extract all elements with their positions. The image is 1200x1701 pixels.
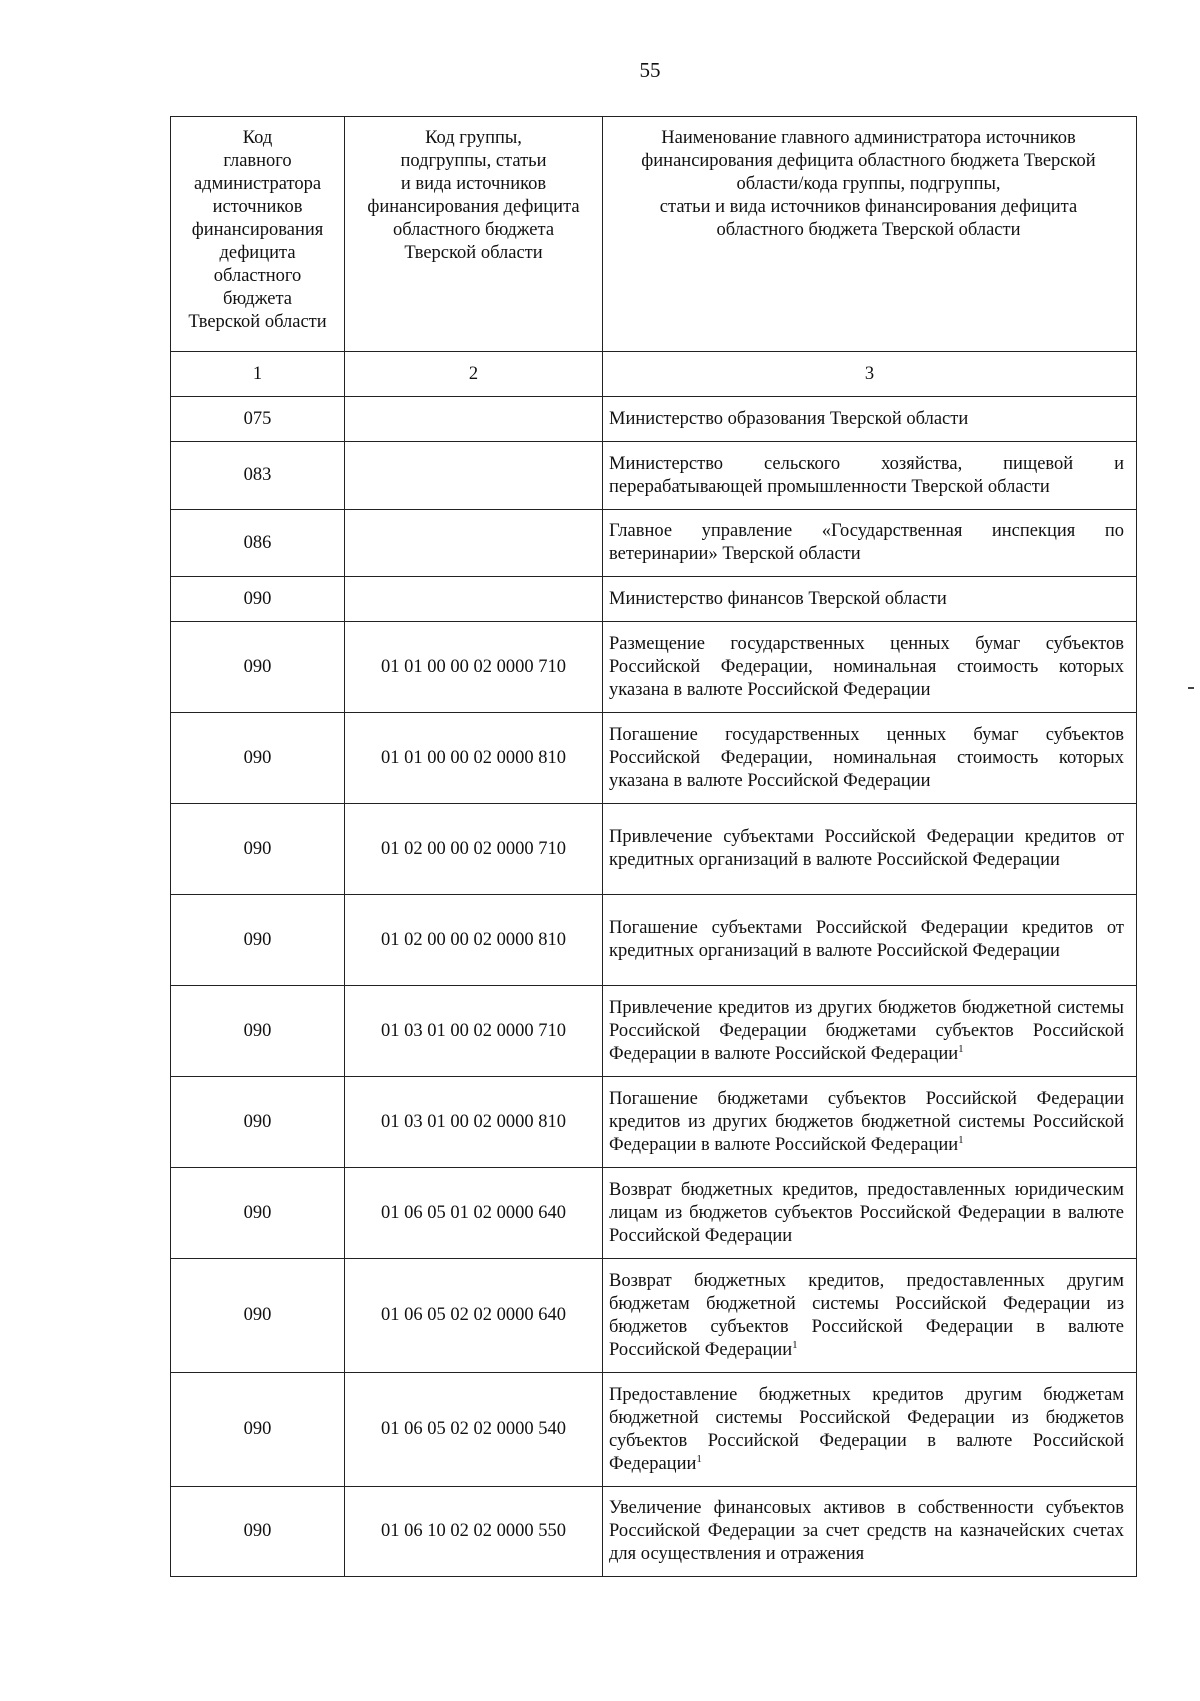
admin-code-cell: 090: [171, 1373, 345, 1487]
table-row: [171, 442, 1137, 510]
source-code-cell: 01 02 00 00 02 0000 810: [345, 895, 603, 986]
name-text: Погашение бюджетами субъектов Российской Федерации кредитов из других бюджетов бюджетной системы Российской Федерации в валюте Российской Федерации: [609, 1088, 1124, 1155]
name-cell: [603, 442, 1137, 510]
admin-code-cell: 090: [171, 1487, 345, 1577]
admin-code-cell: 075: [171, 397, 345, 442]
name-text: Привлечение субъектами Российской Федерации кредитов от кредитных организаций в валюте Российской Федерации: [609, 827, 1124, 870]
source-code-cell: 01 03 01 00 02 0000 710: [345, 986, 603, 1077]
name-cell: [603, 1373, 1137, 1487]
name-cell: [603, 713, 1137, 804]
source-code-cell: 01 01 00 00 02 0000 810: [345, 713, 603, 804]
header-group-code: [345, 117, 603, 352]
name-cell: [603, 510, 1137, 577]
admin-code-cell: 090: [171, 1168, 345, 1259]
table-row: [171, 577, 1137, 622]
source-code-cell: 01 06 05 02 02 0000 540: [345, 1373, 603, 1487]
footnote-mark: 1: [792, 1338, 798, 1351]
source-code-cell: 01 06 05 01 02 0000 640: [345, 1168, 603, 1259]
name-cell: [603, 577, 1137, 622]
header-text: Код главного администратора источников финансирования дефицита областного бюджета Тверской области: [188, 128, 327, 332]
name-text: Министерство финансов Тверской области: [609, 588, 947, 609]
source-code-cell: 01 02 00 00 02 0000 710: [345, 804, 603, 895]
name-text: Размещение государственных ценных бумаг субъектов Российской Федерации, номинальная стоимость которых указана в валюте Российской Федерации: [609, 633, 1124, 700]
source-code-cell: [345, 397, 603, 442]
admin-code-cell: 083: [171, 442, 345, 510]
column-number: 2: [345, 352, 603, 397]
table-row: [171, 1487, 1137, 1577]
column-number: 1: [171, 352, 345, 397]
footnote-mark: 1: [958, 1042, 964, 1055]
source-code-cell: 01 06 10 02 02 0000 550: [345, 1487, 603, 1577]
footnote-mark: 1: [958, 1133, 964, 1146]
admin-code-cell: 090: [171, 622, 345, 713]
name-text: Привлечение кредитов из других бюджетов бюджетной системы Российской Федерации бюджетами субъектов Российской Федерации в валюте Российской Федерации: [609, 997, 1124, 1064]
name-text: Предоставление бюджетных кредитов другим бюджетам бюджетной системы Российской Федерации из бюджетов субъектов Российской Федерации в валюте Российской Федерации: [609, 1384, 1124, 1474]
admin-code-cell: 090: [171, 577, 345, 622]
table-row: [171, 510, 1137, 577]
source-code-cell: [345, 442, 603, 510]
name-cell: [603, 622, 1137, 713]
header-name: [603, 117, 1137, 352]
header-admin-code: [171, 117, 345, 352]
table-row: [171, 1168, 1137, 1259]
name-text: Погашение субъектами Российской Федерации кредитов от кредитных организаций в валюте Российской Федерации: [609, 918, 1124, 961]
table-row: [171, 895, 1137, 986]
table-row: [171, 622, 1137, 713]
source-code-cell: [345, 510, 603, 577]
admin-code-cell: 090: [171, 1077, 345, 1168]
header-text: Код группы, подгруппы, статьи и вида источников финансирования дефицита областного бюджета Тверской области: [367, 128, 580, 263]
name-cell: [603, 804, 1137, 895]
source-code-cell: [345, 577, 603, 622]
name-cell: [603, 895, 1137, 986]
name-text: Возврат бюджетных кредитов, предоставленных другим бюджетам бюджетной системы Российской Федерации из бюджетов субъектов Российской Федерации в валюте Российской Федерации: [609, 1270, 1124, 1360]
column-number: 3: [603, 352, 1137, 397]
admin-code-cell: 090: [171, 713, 345, 804]
table-row: [171, 804, 1137, 895]
source-code-cell: 01 06 05 02 02 0000 640: [345, 1259, 603, 1373]
name-text: Министерство сельского хозяйства, пищевой и перерабатывающей промышленности Тверской области: [609, 453, 1124, 497]
table-row: [171, 713, 1137, 804]
table-row: [171, 1373, 1137, 1487]
table-row: [171, 986, 1137, 1077]
admin-code-cell: 090: [171, 895, 345, 986]
name-text: Увеличение финансовых активов в собственности субъектов Российской Федерации за счет средств на казначейских счетах для осуществления и отражения: [609, 1498, 1124, 1564]
admin-code-cell: 090: [171, 986, 345, 1077]
name-cell: [603, 397, 1137, 442]
admin-code-cell: 090: [171, 1259, 345, 1373]
header-text: Наименование главного администратора источников финансирования дефицита областного бюджета Тверской области/кода группы, подгруппы, статьи и вида источников финансирования дефицита областного бюджета Тверской области: [641, 128, 1096, 240]
margin-mark: [1188, 687, 1194, 689]
admin-code-cell: 090: [171, 804, 345, 895]
table-row: [171, 1259, 1137, 1373]
name-cell: [603, 1259, 1137, 1373]
name-text: Возврат бюджетных кредитов, предоставленных юридическим лицам из бюджетов субъектов Российской Федерации в валюте Российской Федерации: [609, 1179, 1124, 1246]
name-text: Главное управление «Государственная инспекция по ветеринарии» Тверской области: [609, 521, 1124, 564]
name-text: Погашение государственных ценных бумаг субъектов Российской Федерации, номинальная стоимость которых указана в валюте Российской Федерации: [609, 724, 1124, 791]
source-code-cell: 01 03 01 00 02 0000 810: [345, 1077, 603, 1168]
name-cell: [603, 1077, 1137, 1168]
sources-table: [170, 116, 1137, 1577]
admin-code-cell: 086: [171, 510, 345, 577]
name-text: Министерство образования Тверской области: [609, 408, 969, 429]
table-row: [171, 397, 1137, 442]
table-header-row: [171, 117, 1137, 352]
name-cell: [603, 1168, 1137, 1259]
table-row: [171, 1077, 1137, 1168]
page-number: 55: [639, 58, 661, 82]
name-cell: [603, 986, 1137, 1077]
name-cell: [603, 1487, 1137, 1577]
footnote-mark: 1: [696, 1452, 702, 1465]
column-number-row: [171, 352, 1137, 397]
source-code-cell: 01 01 00 00 02 0000 710: [345, 622, 603, 713]
